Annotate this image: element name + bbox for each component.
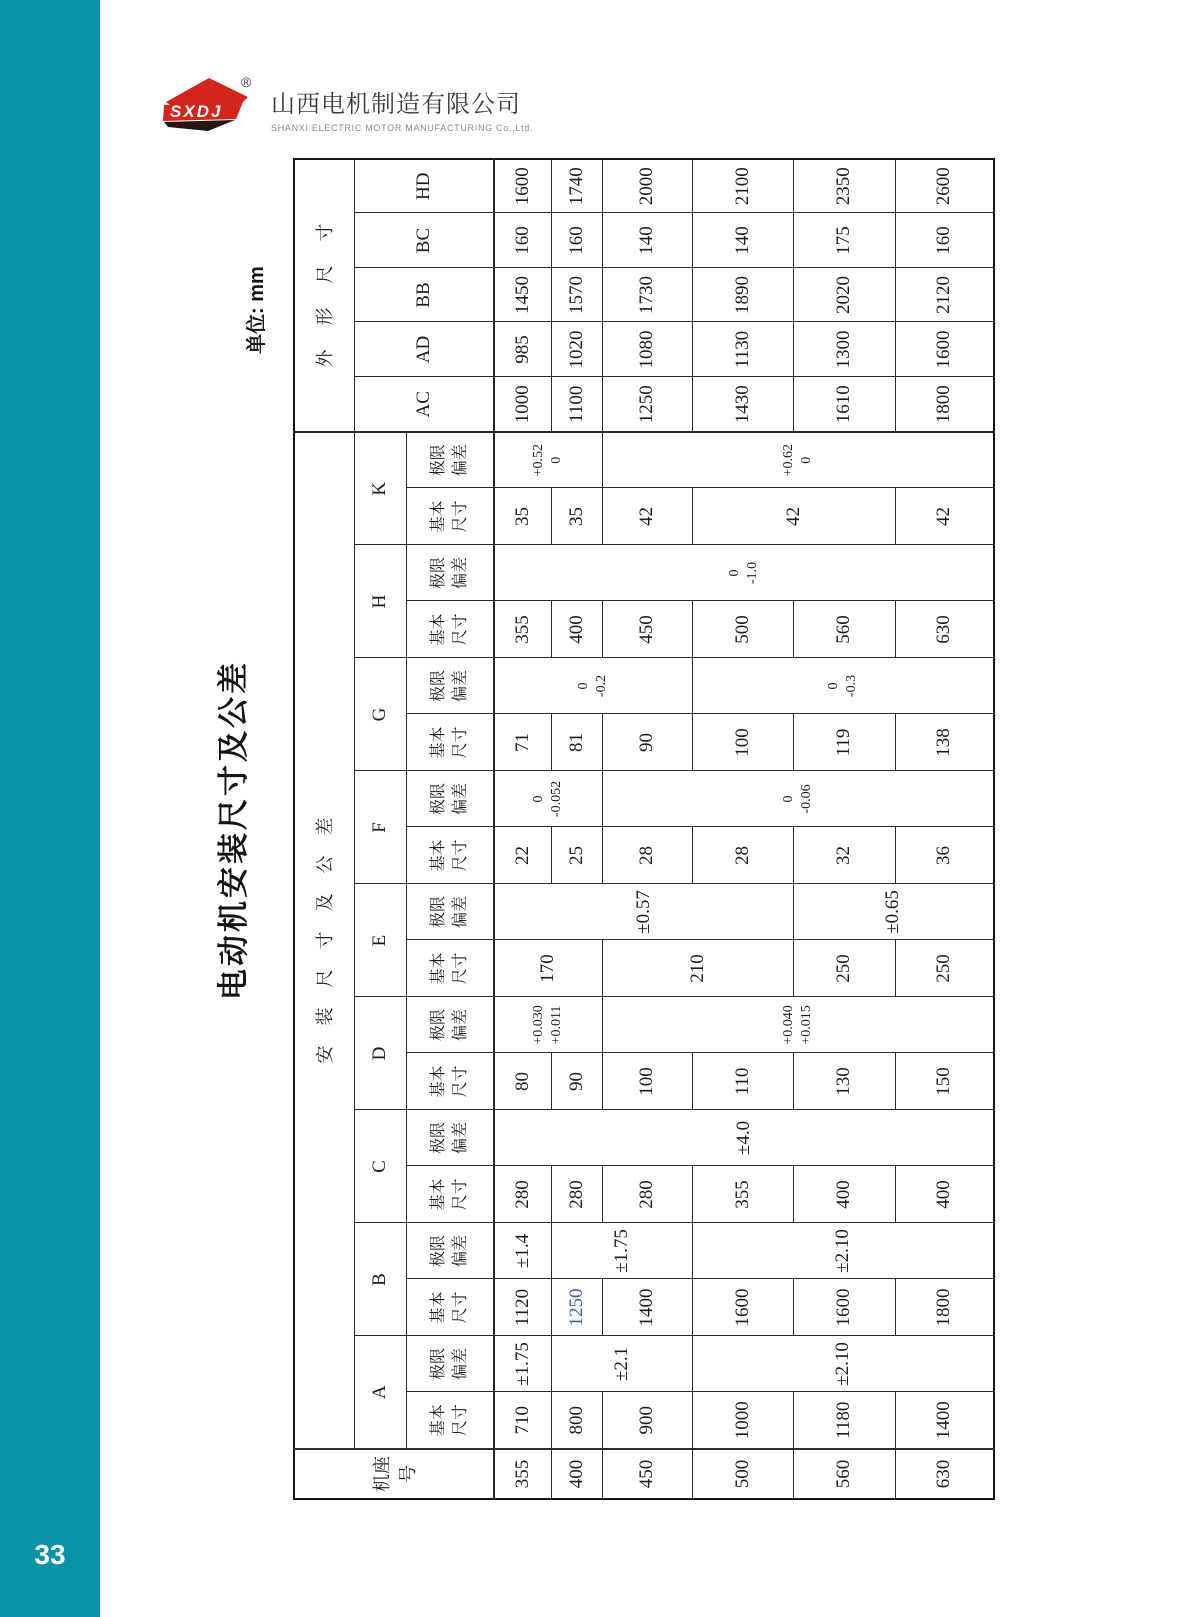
dimension-cell: 2120 <box>895 268 994 322</box>
dimension-cell: 22 <box>494 827 551 884</box>
dimension-cell: 160 <box>551 213 602 268</box>
dimension-cell: 175 <box>793 213 895 268</box>
dimension-cell: ±2.10 <box>692 1223 994 1279</box>
dimension-cell: 90 <box>551 1053 602 1110</box>
frame-size-cell: 630 <box>895 1449 994 1499</box>
registered-trademark-icon: ® <box>241 74 252 90</box>
dimension-cell: 1800 <box>895 1279 994 1336</box>
dimension-cell: 1430 <box>692 377 793 432</box>
dimension-cell: 2000 <box>602 159 692 213</box>
dimension-cell: +0.030 +0.011 <box>494 997 602 1053</box>
dimension-cell: 355 <box>494 601 551 658</box>
header-row-letters <box>354 159 406 1499</box>
dimension-cell: 1130 <box>692 322 793 377</box>
dimension-cell: 1250 <box>602 377 692 432</box>
page-number: 33 <box>34 1539 66 1570</box>
install-group-header: 安装尺寸及公差 <box>294 432 354 1449</box>
frame-size-cell: 450 <box>602 1449 692 1499</box>
outline-group-header: 外形尺寸 <box>294 159 354 432</box>
frame-size-cell: 355 <box>494 1449 551 1499</box>
dimension-cell: 250 <box>793 940 895 997</box>
dimension-cell: 1740 <box>551 159 602 213</box>
dimension-cell: 0 -1.0 <box>494 545 994 601</box>
dimension-cell: 210 <box>602 940 793 997</box>
dimension-cell: 1300 <box>793 322 895 377</box>
header-row-groups <box>294 159 354 1499</box>
dimension-cell: 0 -0.06 <box>602 771 994 827</box>
subheader-deviation-F: 极限 偏差 <box>406 771 494 827</box>
col-header-B: B <box>354 1223 406 1336</box>
dimension-cell: 1250 <box>551 1279 602 1336</box>
dimension-cell: 1120 <box>494 1279 551 1336</box>
dimension-cell: 280 <box>602 1166 692 1223</box>
dimension-cell: 280 <box>494 1166 551 1223</box>
subheader-deviation-C: 极限 偏差 <box>406 1110 494 1166</box>
col-header-K: K <box>354 432 406 545</box>
dimension-cell: 0 -0.2 <box>494 658 692 714</box>
dimension-cell: 280 <box>551 1166 602 1223</box>
dimension-cell: 450 <box>602 601 692 658</box>
dimension-cell: 42 <box>692 488 895 545</box>
subheader-deviation-K: 极限 偏差 <box>406 432 494 488</box>
frame-size-cell: 560 <box>793 1449 895 1499</box>
dimension-cell: 1100 <box>551 377 602 432</box>
dimension-cell: ±1.4 <box>494 1223 551 1279</box>
dimension-cell: 1610 <box>793 377 895 432</box>
dimension-cell: 250 <box>895 940 994 997</box>
subheader-basic-B: 基本 尺寸 <box>406 1279 494 1336</box>
col-header-C: C <box>354 1110 406 1223</box>
dimension-cell: 985 <box>494 322 551 377</box>
dimension-cell: 1890 <box>692 268 793 322</box>
col-header-BC: BC <box>354 213 494 268</box>
subheader-basic-G: 基本 尺寸 <box>406 714 494 771</box>
dimension-cell: 1180 <box>793 1392 895 1449</box>
subheader-deviation-E: 极限 偏差 <box>406 884 494 940</box>
subheader-basic-C: 基本 尺寸 <box>406 1166 494 1223</box>
dimension-cell: 2020 <box>793 268 895 322</box>
rotated-content-canvas <box>0 110 1010 1500</box>
dimension-cell: 81 <box>551 714 602 771</box>
dimension-cell: 32 <box>793 827 895 884</box>
dimension-cell: ±4.0 <box>494 1110 994 1166</box>
dimension-cell: 1000 <box>494 377 551 432</box>
table-row <box>602 159 692 1499</box>
dimension-cell: 100 <box>602 1053 692 1110</box>
dimension-cell: ±0.57 <box>494 884 793 940</box>
table-row <box>895 159 994 1499</box>
dimension-cell: 0 -0.3 <box>692 658 994 714</box>
dimension-cell: 710 <box>494 1392 551 1449</box>
table-row <box>494 159 551 1499</box>
dimension-cell: 25 <box>551 827 602 884</box>
col-header-G: G <box>354 658 406 771</box>
dimension-cell: 90 <box>602 714 692 771</box>
dimension-cell: 130 <box>793 1053 895 1110</box>
dimension-cell: 400 <box>895 1166 994 1223</box>
col-header-F: F <box>354 771 406 884</box>
subheader-basic-D: 基本 尺寸 <box>406 1053 494 1110</box>
dimension-cell: 28 <box>602 827 692 884</box>
dimension-cell: ±2.10 <box>692 1336 994 1392</box>
dimension-cell: 35 <box>551 488 602 545</box>
dimension-cell: 119 <box>793 714 895 771</box>
dimension-cell: 1080 <box>602 322 692 377</box>
unit-label: 单位: mm <box>246 266 268 354</box>
dimension-cell: 630 <box>895 601 994 658</box>
dimension-cell: 28 <box>692 827 793 884</box>
subheader-basic-A: 基本 尺寸 <box>406 1392 494 1449</box>
dimension-cell: 355 <box>692 1166 793 1223</box>
dimension-cell: 1400 <box>602 1279 692 1336</box>
col-header-A: A <box>354 1336 406 1449</box>
subheader-deviation-A: 极限 偏差 <box>406 1336 494 1392</box>
subheader-basic-H: 基本 尺寸 <box>406 601 494 658</box>
dimension-cell: 0 -0.052 <box>494 771 602 827</box>
dimension-cell: ±1.75 <box>551 1223 692 1279</box>
dimension-cell: 1400 <box>895 1392 994 1449</box>
logo-mark-text: SXDJ <box>170 102 223 121</box>
dimension-cell: 500 <box>692 601 793 658</box>
dimension-cell: 36 <box>895 827 994 884</box>
company-name-en: SHANXI ELECTRIC MOTOR MANUFACTURING Co.,Ltd. <box>271 123 534 133</box>
table-row <box>551 159 602 1499</box>
dimension-cell: 1600 <box>895 322 994 377</box>
dimension-cell: 42 <box>895 488 994 545</box>
subheader-deviation-D: 极限 偏差 <box>406 997 494 1053</box>
col-header-HD: HD <box>354 159 494 213</box>
dimension-cell: 400 <box>551 601 602 658</box>
dimension-cell: 1600 <box>692 1279 793 1336</box>
dimension-cell: 170 <box>494 940 602 997</box>
dimension-cell: +0.52 0 <box>494 432 602 488</box>
dimension-cell: 80 <box>494 1053 551 1110</box>
dimension-cell: 1450 <box>494 268 551 322</box>
dimension-cell: 110 <box>692 1053 793 1110</box>
col-header-D: D <box>354 997 406 1110</box>
dimension-cell: ±1.75 <box>494 1336 551 1392</box>
frame-size-cell: 500 <box>692 1449 793 1499</box>
dimension-cell: 1600 <box>793 1279 895 1336</box>
table-row <box>692 159 793 1499</box>
dimension-cell: 2350 <box>793 159 895 213</box>
dimension-cell: 160 <box>895 213 994 268</box>
dimension-cell: 2600 <box>895 159 994 213</box>
subheader-deviation-H: 极限 偏差 <box>406 545 494 601</box>
dimension-cell: 1020 <box>551 322 602 377</box>
page-title: 电动机安装尺寸及公差 <box>216 660 251 1000</box>
dimension-cell: 1570 <box>551 268 602 322</box>
dimension-cell: 150 <box>895 1053 994 1110</box>
frame-size-cell: 400 <box>551 1449 602 1499</box>
dimension-cell: 138 <box>895 714 994 771</box>
col-header-AC: AC <box>354 377 494 432</box>
dimension-cell: 1800 <box>895 377 994 432</box>
dimension-cell: 140 <box>602 213 692 268</box>
subheader-basic-E: 基本 尺寸 <box>406 940 494 997</box>
dimension-cell: +0.62 0 <box>602 432 994 488</box>
company-name-cn: 山西电机制造有限公司 <box>271 91 521 118</box>
dimension-cell: 1600 <box>494 159 551 213</box>
subheader-deviation-B: 极限 偏差 <box>406 1223 494 1279</box>
dimension-cell: 1000 <box>692 1392 793 1449</box>
dimension-cell: 900 <box>602 1392 692 1449</box>
col-header-BB: BB <box>354 268 494 322</box>
col-header-AD: AD <box>354 322 494 377</box>
corner-header-frame-number: 机座号 <box>294 1449 494 1499</box>
dimension-cell: 1730 <box>602 268 692 322</box>
dimension-cell: 560 <box>793 601 895 658</box>
dimension-cell: ±0.65 <box>793 884 994 940</box>
dimension-cell: 800 <box>551 1392 602 1449</box>
col-header-E: E <box>354 884 406 997</box>
dimension-cell: 400 <box>793 1166 895 1223</box>
dimension-cell: 71 <box>494 714 551 771</box>
dimension-cell: 160 <box>494 213 551 268</box>
dimension-cell: 2100 <box>692 159 793 213</box>
subheader-basic-F: 基本 尺寸 <box>406 827 494 884</box>
subheader-deviation-G: 极限 偏差 <box>406 658 494 714</box>
dimension-cell: 100 <box>692 714 793 771</box>
dimension-cell: 140 <box>692 213 793 268</box>
col-header-H: H <box>354 545 406 658</box>
subheader-basic-K: 基本 尺寸 <box>406 488 494 545</box>
dimension-cell: +0.040 +0.015 <box>602 997 994 1053</box>
dimension-table <box>293 158 995 1500</box>
table-row <box>793 159 895 1499</box>
dimension-cell: ±2.1 <box>551 1336 692 1392</box>
dimension-cell: 35 <box>494 488 551 545</box>
dimension-cell: 42 <box>602 488 692 545</box>
